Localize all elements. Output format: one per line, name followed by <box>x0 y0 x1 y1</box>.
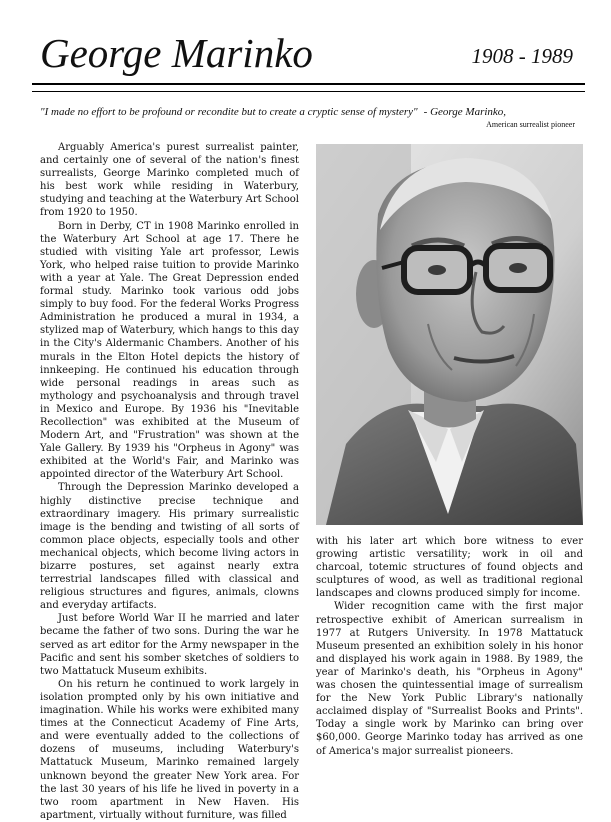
page-title: George Marinko <box>40 30 313 76</box>
quote-dash: - <box>423 106 428 118</box>
quote-text: "I made no effort to be profound or recondite but to create a cryptic sense of mystery" <box>40 106 418 118</box>
portrait-photo <box>316 144 583 525</box>
paragraph: with his later art which bore witness to ever growing artistic versatility; work in oil and charcoal, totemic structures of found objects and sculptures of wood, as well as traditional regional landscapes and clowns produced simply for income. <box>316 536 583 600</box>
paragraph: Arguably America's purest surrealist painter, and certainly one of several of the nation's finest surrealists, George Marinko completed much of his best work while residing in Waterbury, studying and teaching at the Waterbury Art School from 1920 to 1950. <box>40 142 299 219</box>
header-rule-top <box>32 83 585 85</box>
paragraph: On his return he continued to work largely in isolation prompted only by his own initiative and imagination. While his works were exhibited many times at the Connecticut Academy of Fine Arts, and were eventually added to the collections of dozens of museums, including Waterbury's Mattatuck Museum, Marinko remained largely unknown beyond the greater New York area. For the last 30 years of his life he lived in poverty in a two room apartment in New Haven. His apartment, virtually without furniture, was filled <box>40 678 299 821</box>
paragraph: Through the Depression Marinko developed a highly distinctive precise technique and extraordinary imagery. His primary surrealistic image is the bending and twisting of all sorts of common place objects, especially tools and other mechanical objects, which become living actors in bizarre postures, set against nearly extra terrestrial landscapes filled with classical and religious structures and figures, animals, clowns and everyday artifacts. <box>40 482 299 612</box>
header-rule-bottom <box>32 91 585 92</box>
quote-line <box>40 106 580 119</box>
quote-author: George Marinko, <box>430 106 507 118</box>
paragraph: Wider recognition came with the first major retrospective exhibit of American surrealism in 1977 at Rutgers University. In 1978 Mattatuck Museum presented an exhibition solely in his honor and displayed his work again in 1988. By 1989, the year of Marinko's death, his "Orpheus in Agony" was chosen the quintessential image of surrealism for the New York Public Library's nationally acclaimed display of "Surrealist Books and Prints". Today a single work by Marinko can bring over $60,000. George Marinko today has arrived as one of America's major surrealist pioneers. <box>316 601 583 757</box>
quote-attribution: American surrealist pioneer <box>486 120 575 129</box>
paragraph: Just before World War II he married and later became the father of two sons. During the war he served as art editor for the Army newspaper in the Pacific and sent his somber sketches of soldiers to two Mattatuck Museum exhibits. <box>40 613 299 677</box>
portrait-photo-icon <box>316 144 583 525</box>
paragraph: Born in Derby, CT in 1908 Marinko enrolled in the Waterbury Art School at age 17. There he studied with visiting Yale art professor, Lewis York, who helped raise tuition to provide Marinko with a year at Yale. The Great Depression ended formal study. Marinko took various odd jobs simply to buy food. For the federal Works Progress Administration he produced a mural in 1934, a stylized map of Waterbury, which hangs to this day in the City's Aldermanic Chambers. Another of his murals in the Elton Hotel depicts the history of innkeeping. He continued his education through wide personal readings in areas such as mythology and psychoanalysis and through travel in Mexico and Europe. By 1936 his "Inevitable Recollection" was exhibited at the Museum of Modern Art, and "Frustration" was shown at the Yale Gallery. By 1939 his "Orpheus in Agony" was exhibited at the World's Fair, and Marinko was appointed director of the Waterbury Art School. <box>40 220 299 481</box>
column-left <box>40 141 299 822</box>
column-right <box>316 535 583 758</box>
life-years: 1908 - 1989 <box>471 44 573 68</box>
